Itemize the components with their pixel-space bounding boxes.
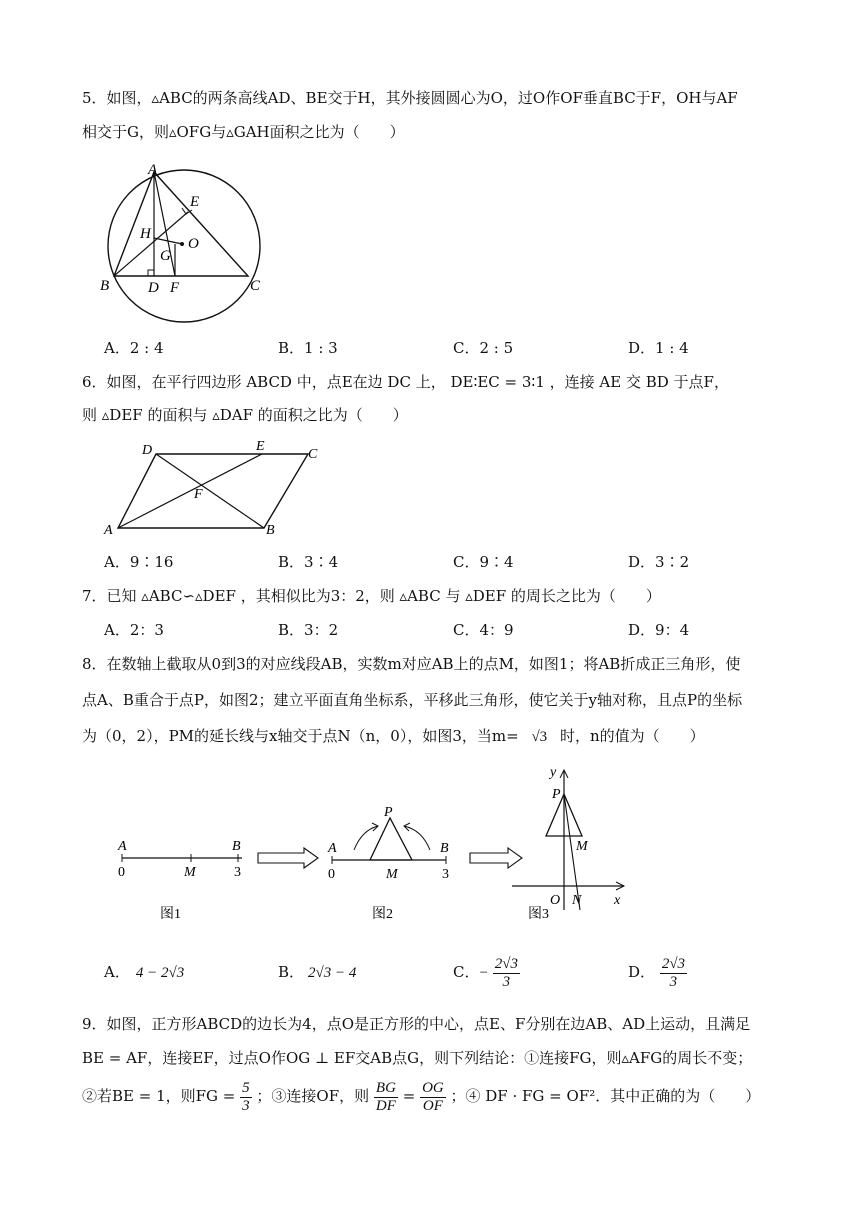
q6-label-D: D	[142, 443, 153, 458]
q5-line2: 相交于G，则▵OFG与▵GAH面积之比为（ ）	[82, 123, 405, 141]
fig2-caption: 图2	[372, 907, 393, 922]
q7-option-d: D．9：4	[628, 621, 690, 639]
q9-line3-c: ；④ DF · FG = OF²．其中正确的为（ ）	[450, 1087, 761, 1105]
q8-option-c-num: 2√3	[494, 955, 518, 972]
fig3-label-M: M	[576, 839, 588, 854]
q6-line2: 则 ▵DEF 的面积与 ▵DAF 的面积之比为（ ）	[82, 406, 408, 424]
q5-label-G: G	[160, 248, 171, 264]
q6-label-A: A	[104, 523, 113, 538]
q5-label-F: F	[170, 280, 180, 296]
q7-line1: 7．已知 ▵ABC∽▵DEF ，其相似比为3：2，则 ▵ABC 与 ▵DEF 的周长之比为（ ）	[82, 587, 661, 605]
q7-option-b: B．3：2	[278, 621, 339, 639]
fig2-label-A: A	[328, 841, 337, 856]
q9-line3-b: ；③连接OF，则	[256, 1087, 370, 1105]
q6-label-E: E	[256, 440, 265, 454]
q5-label-O: O	[188, 236, 199, 252]
q8-line2: 点A、B重合于点P，如图2；建立平面直角坐标系，平移此三角形，使它关于y轴对称，且点P的坐标	[82, 691, 743, 709]
q5-line1: 5．如图，▵ABC的两条高线AD、BE交于H，其外接圆圆心为O，过O作OF垂直BC于F，OH与AF	[82, 89, 738, 107]
q9-frac2-den: DF	[375, 1097, 396, 1114]
q8-option-a: A． 4 − 2√3	[104, 963, 185, 981]
q5-figure	[96, 160, 276, 330]
q9-frac3-den: OF	[422, 1097, 443, 1114]
q9-line3-eq: =	[402, 1087, 416, 1105]
fig2-label-M: M	[386, 867, 398, 882]
fig1-label-B: B	[232, 839, 241, 854]
q5-option-c: C．2 : 5	[453, 339, 514, 357]
fig2-label-B: B	[440, 841, 449, 856]
q6-line1: 6．如图，在平行四边形 ABCD 中，点E在边 DC 上， DE∶EC = 3∶1 ，连接 AE 交 BD 于点F，	[82, 373, 729, 391]
q5-label-H: H	[140, 226, 151, 242]
q9-line2: BE = AF，连接EF，过点O作OG ⊥ EF交AB点G，则下列结论：①连接FG，则▵AFG的周长不变；	[82, 1049, 753, 1067]
q8-line3-c: 时，n的值为（ ）	[559, 727, 705, 745]
q9-frac1-den: 3	[242, 1097, 250, 1114]
q8-option-c: C．− $\frac{2√3}{3}$	[453, 955, 518, 990]
q5-label-E: E	[190, 194, 200, 210]
q8-option-d-num: 2√3	[661, 955, 686, 972]
q7-option-a: A．2：3	[104, 621, 164, 639]
q9-frac2-num: BG	[375, 1079, 396, 1096]
q8-option-b-expr: 2√3 − 4	[308, 965, 357, 981]
q5-option-d: D．1 : 4	[628, 339, 689, 357]
fig3-label-y: y	[550, 765, 557, 780]
q8-option-d: D． $\frac{2√3}{3}$	[628, 955, 686, 990]
q8-line3-a: 为（0，2），PM的延长线与x轴交于点N（n，0），如图3，当m=	[82, 727, 519, 745]
q7-option-c: C．4：9	[453, 621, 514, 639]
q6-option-c: C．9∶4	[453, 553, 514, 571]
fig1-label-A: A	[118, 839, 127, 854]
fig1-label-3: 3	[234, 865, 241, 880]
fig1-label-0: 0	[118, 865, 125, 880]
q9-line1: 9．如图，正方形ABCD的边长为4，点O是正方形的中心，点E、F分别在边AB、AD上运动，且满足	[82, 1015, 751, 1033]
fig3-label-P: P	[552, 787, 561, 802]
q5-option-b: B．1 : 3	[278, 339, 338, 357]
q6-label-F: F	[194, 487, 203, 502]
q8-option-c-den: 3	[502, 973, 511, 990]
fig3-label-N: N	[572, 893, 582, 908]
q8-option-d-den: 3	[669, 973, 678, 990]
q9-frac1-num: 5	[242, 1079, 250, 1096]
q5-label-C: C	[250, 278, 261, 294]
q6-label-B: B	[266, 523, 275, 538]
fig3-caption: 图3	[528, 907, 549, 922]
q5-label-B: B	[100, 278, 110, 294]
fig2-label-3: 3	[442, 867, 449, 882]
q8-option-b: B． 2√3 − 4	[278, 963, 357, 981]
fig2-label-0: 0	[328, 867, 335, 882]
q8-sqrt3: √3	[531, 729, 548, 745]
q8-figures	[96, 760, 656, 940]
q9-line3-a: ②若BE = 1，则FG =	[82, 1087, 236, 1105]
q6-option-b: B．3∶4	[278, 553, 339, 571]
q6-figure	[98, 440, 338, 540]
q5-option-a: A．2 : 4	[104, 339, 164, 357]
q9-frac3-num: OG	[422, 1079, 444, 1096]
q8-option-a-expr: 4 − 2√3	[135, 965, 185, 981]
q6-label-C: C	[308, 447, 318, 462]
q9-line3	[82, 1076, 760, 1116]
fig3-label-O: O	[550, 893, 561, 908]
q6-option-a: A．9∶16	[104, 553, 174, 571]
fig3-label-x: x	[614, 893, 621, 908]
fig1-caption: 图1	[160, 907, 181, 922]
fig1-label-M: M	[184, 865, 196, 880]
q6-option-d: D．3∶2	[628, 553, 690, 571]
q5-label-D: D	[148, 280, 159, 296]
q5-label-A: A	[148, 162, 158, 178]
q8-line3	[82, 726, 705, 747]
fig2-label-P: P	[384, 805, 393, 820]
q8-line1: 8．在数轴上截取从0到3的对应线段AB，实数m对应AB上的点M，如图1；将AB折成正三角形，使	[82, 655, 741, 673]
